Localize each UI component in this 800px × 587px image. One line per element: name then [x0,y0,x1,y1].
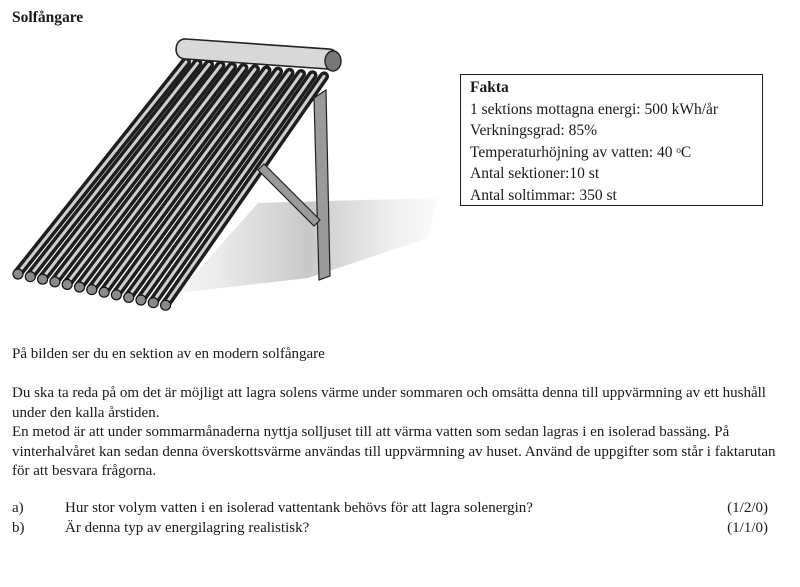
task-paragraph: En metod är att under sommarmånaderna nyttja solljuset till att värma vatten som sedan lagras i en isolerad bassäng. På vinterhalvåret kan sedan denna överskottsvärme användas till uppvärmning av huset. Använd de uppgifter som står i faktarutan för att besvara frågorna. [12,424,776,479]
question-a [12,499,768,519]
question-text: Hur stor volym vatten i en isolerad vattentank behövs för att lagra solenergin? [65,500,533,516]
tube-end-cap [87,285,97,295]
fact-line: 1 sektions mottagna energi: 500 kWh/år [470,100,719,118]
task-paragraph: Du ska ta reda på om det är möjligt att lagra solens värme under sommaren och omsätta denna till uppvärmning av ett hushåll under den kalla årstiden. [12,385,766,421]
tube-end-cap [111,290,121,300]
tube-end-cap [124,292,134,302]
question-list [12,499,768,539]
tube-end-cap [13,269,23,279]
fact-box [460,74,763,206]
tube-end-cap [136,295,146,305]
question-points: (1/1/0) [727,520,768,536]
tube-end-cap [161,300,171,310]
intro-text: På bilden ser du en sektion av en modern solfångare [12,346,325,362]
question-letter: b) [12,520,25,536]
question-letter: a) [12,500,24,516]
fact-line: Temperaturhöjning av vatten: 40 ᵒC [470,143,692,161]
fact-box-heading: Fakta [470,79,509,96]
solar-collector-illustration [8,38,448,318]
task-description [12,384,782,482]
tube-end-cap [148,298,158,308]
tube-end-cap [75,282,85,292]
fact-line: Antal sektioner:10 st [470,165,600,182]
tube-end-cap [25,272,35,282]
fact-line: Verkningsgrad: 85% [470,122,597,139]
page-title: Solfångare [12,9,84,26]
tube-end-cap [62,279,72,289]
question-text: Är denna typ av energilagring realistisk? [65,520,310,536]
tube-end-cap [99,287,109,297]
question-points: (1/2/0) [727,500,768,516]
tube-end-cap [38,274,48,284]
fact-line: Antal soltimmar: 350 st [470,186,617,204]
question-b [12,519,768,539]
tube-end-cap [50,277,60,287]
